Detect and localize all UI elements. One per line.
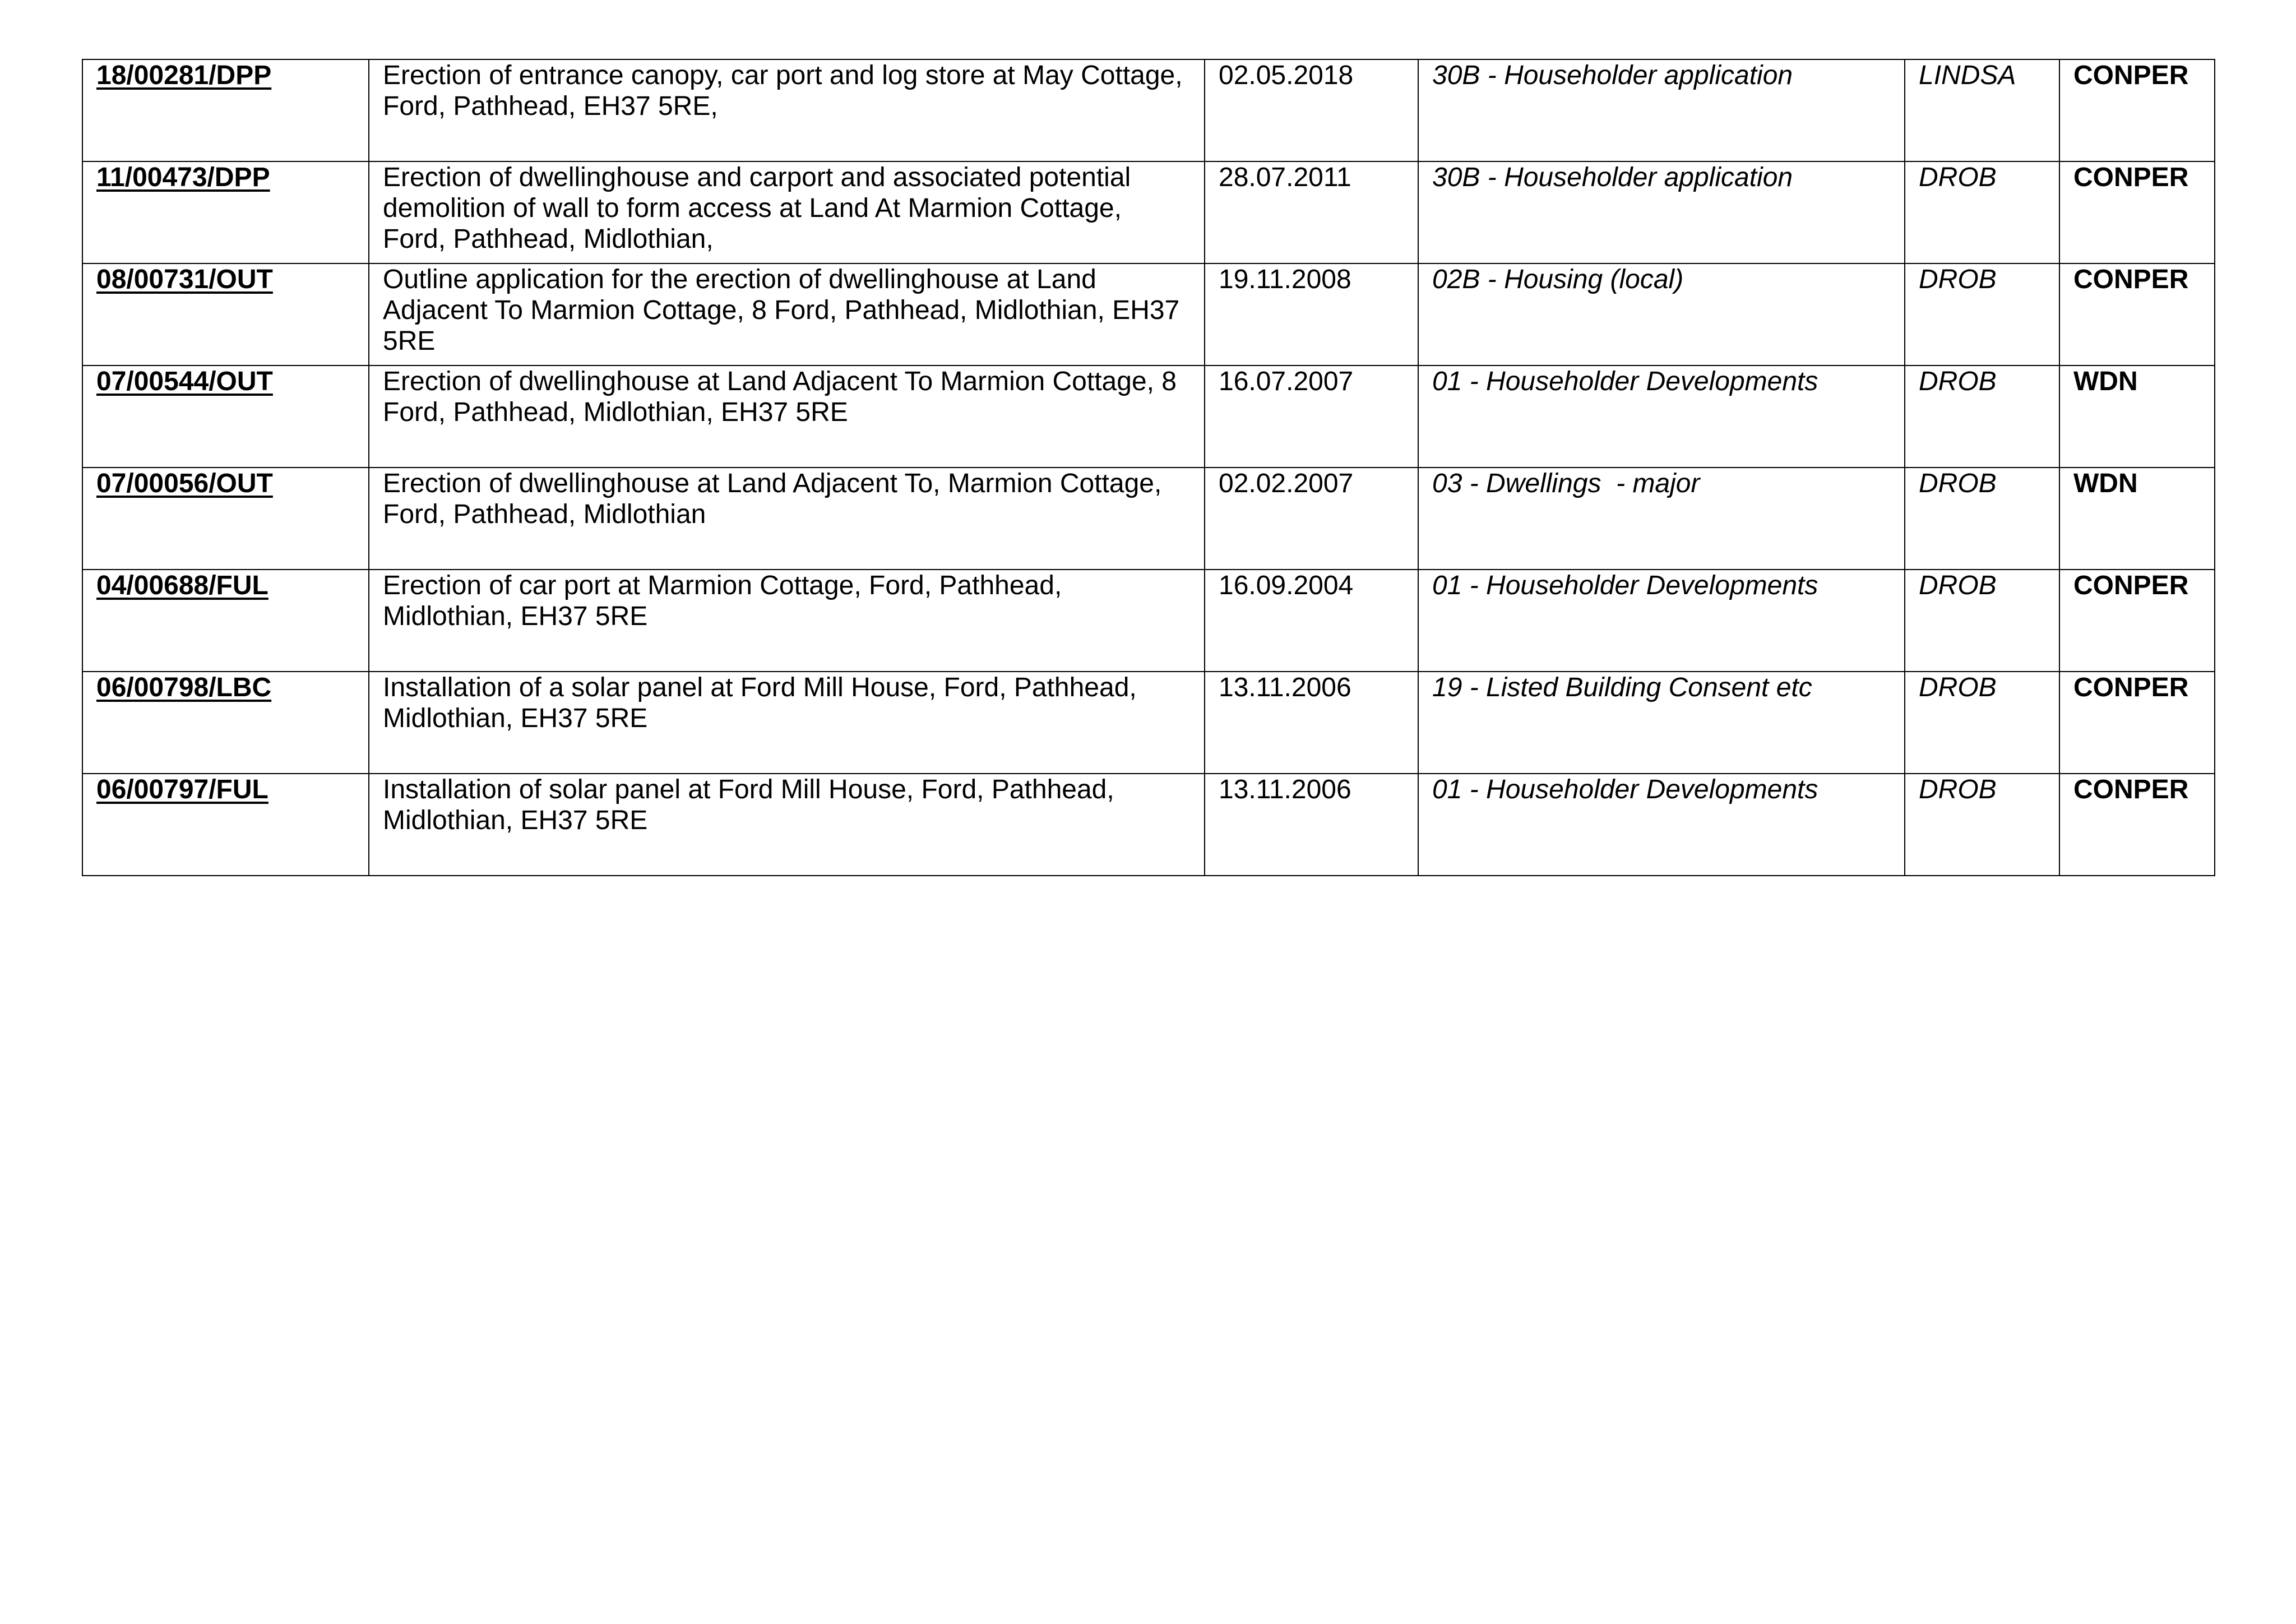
table-row [82, 672, 2215, 774]
reference-cell [82, 468, 369, 570]
decision-cell: CONPER [2059, 672, 2215, 774]
date-cell: 02.02.2007 [1205, 468, 1418, 570]
table-row [82, 468, 2215, 570]
table-row [82, 570, 2215, 672]
application-type-cell: 01 - Householder Developments [1418, 570, 1905, 672]
date-cell: 16.09.2004 [1205, 570, 1418, 672]
officer-cell: DROB [1905, 161, 2059, 263]
description-cell: Installation of a solar panel at Ford Mill House, Ford, Pathhead, Midlothian, EH37 5RE [369, 672, 1205, 774]
decision-cell: WDN [2059, 468, 2215, 570]
application-type-cell: 03 - Dwellings - major [1418, 468, 1905, 570]
table-row [82, 59, 2215, 161]
application-type-cell: 01 - Householder Developments [1418, 774, 1905, 876]
decision-cell: CONPER [2059, 161, 2215, 263]
description-cell: Erection of dwellinghouse at Land Adjacent To, Marmion Cottage, Ford, Pathhead, Midlothian [369, 468, 1205, 570]
application-type-cell: 30B - Householder application [1418, 59, 1905, 161]
reference-cell [82, 570, 369, 672]
date-cell: 16.07.2007 [1205, 365, 1418, 468]
description-cell: Outline application for the erection of dwellinghouse at Land Adjacent To Marmion Cottage, 8 Ford, Pathhead, Midlothian, EH37 5RE [369, 263, 1205, 365]
officer-cell: DROB [1905, 263, 2059, 365]
date-cell: 19.11.2008 [1205, 263, 1418, 365]
description-cell: Erection of dwellinghouse and carport and associated potential demolition of wall to form access at Land At Marmion Cottage, Ford, Pathhead, Midlothian, [369, 161, 1205, 263]
reference-cell [82, 672, 369, 774]
reference-cell [82, 59, 369, 161]
reference-link[interactable]: 06/00797/FUL [96, 775, 269, 804]
reference-cell [82, 774, 369, 876]
table-row [82, 365, 2215, 468]
planning-applications-table [82, 59, 2215, 876]
reference-link[interactable]: 11/00473/DPP [96, 163, 270, 192]
table-row [82, 774, 2215, 876]
decision-cell: CONPER [2059, 570, 2215, 672]
description-cell: Erection of entrance canopy, car port and log store at May Cottage, Ford, Pathhead, EH37 5RE, [369, 59, 1205, 161]
reference-link[interactable]: 08/00731/OUT [96, 265, 273, 294]
decision-cell: WDN [2059, 365, 2215, 468]
officer-cell: LINDSA [1905, 59, 2059, 161]
application-type-cell: 01 - Householder Developments [1418, 365, 1905, 468]
officer-cell: DROB [1905, 774, 2059, 876]
reference-cell [82, 365, 369, 468]
reference-cell [82, 263, 369, 365]
officer-cell: DROB [1905, 672, 2059, 774]
application-type-cell: 30B - Householder application [1418, 161, 1905, 263]
table-body [82, 59, 2215, 876]
officer-cell: DROB [1905, 570, 2059, 672]
date-cell: 28.07.2011 [1205, 161, 1418, 263]
date-cell: 02.05.2018 [1205, 59, 1418, 161]
reference-cell [82, 161, 369, 263]
officer-cell: DROB [1905, 365, 2059, 468]
decision-cell: CONPER [2059, 59, 2215, 161]
date-cell: 13.11.2006 [1205, 774, 1418, 876]
decision-cell: CONPER [2059, 774, 2215, 876]
description-cell: Erection of car port at Marmion Cottage, Ford, Pathhead, Midlothian, EH37 5RE [369, 570, 1205, 672]
description-cell: Erection of dwellinghouse at Land Adjacent To Marmion Cottage, 8 Ford, Pathhead, Midlothian, EH37 5RE [369, 365, 1205, 468]
application-type-cell: 19 - Listed Building Consent etc [1418, 672, 1905, 774]
description-cell: Installation of solar panel at Ford Mill House, Ford, Pathhead, Midlothian, EH37 5RE [369, 774, 1205, 876]
reference-link[interactable]: 07/00544/OUT [96, 367, 273, 396]
reference-link[interactable]: 18/00281/DPP [96, 61, 272, 90]
table-row [82, 263, 2215, 365]
application-type-cell: 02B - Housing (local) [1418, 263, 1905, 365]
reference-link[interactable]: 06/00798/LBC [96, 673, 272, 702]
date-cell: 13.11.2006 [1205, 672, 1418, 774]
reference-link[interactable]: 07/00056/OUT [96, 469, 273, 498]
reference-link[interactable]: 04/00688/FUL [96, 571, 269, 600]
decision-cell: CONPER [2059, 263, 2215, 365]
officer-cell: DROB [1905, 468, 2059, 570]
table-row [82, 161, 2215, 263]
